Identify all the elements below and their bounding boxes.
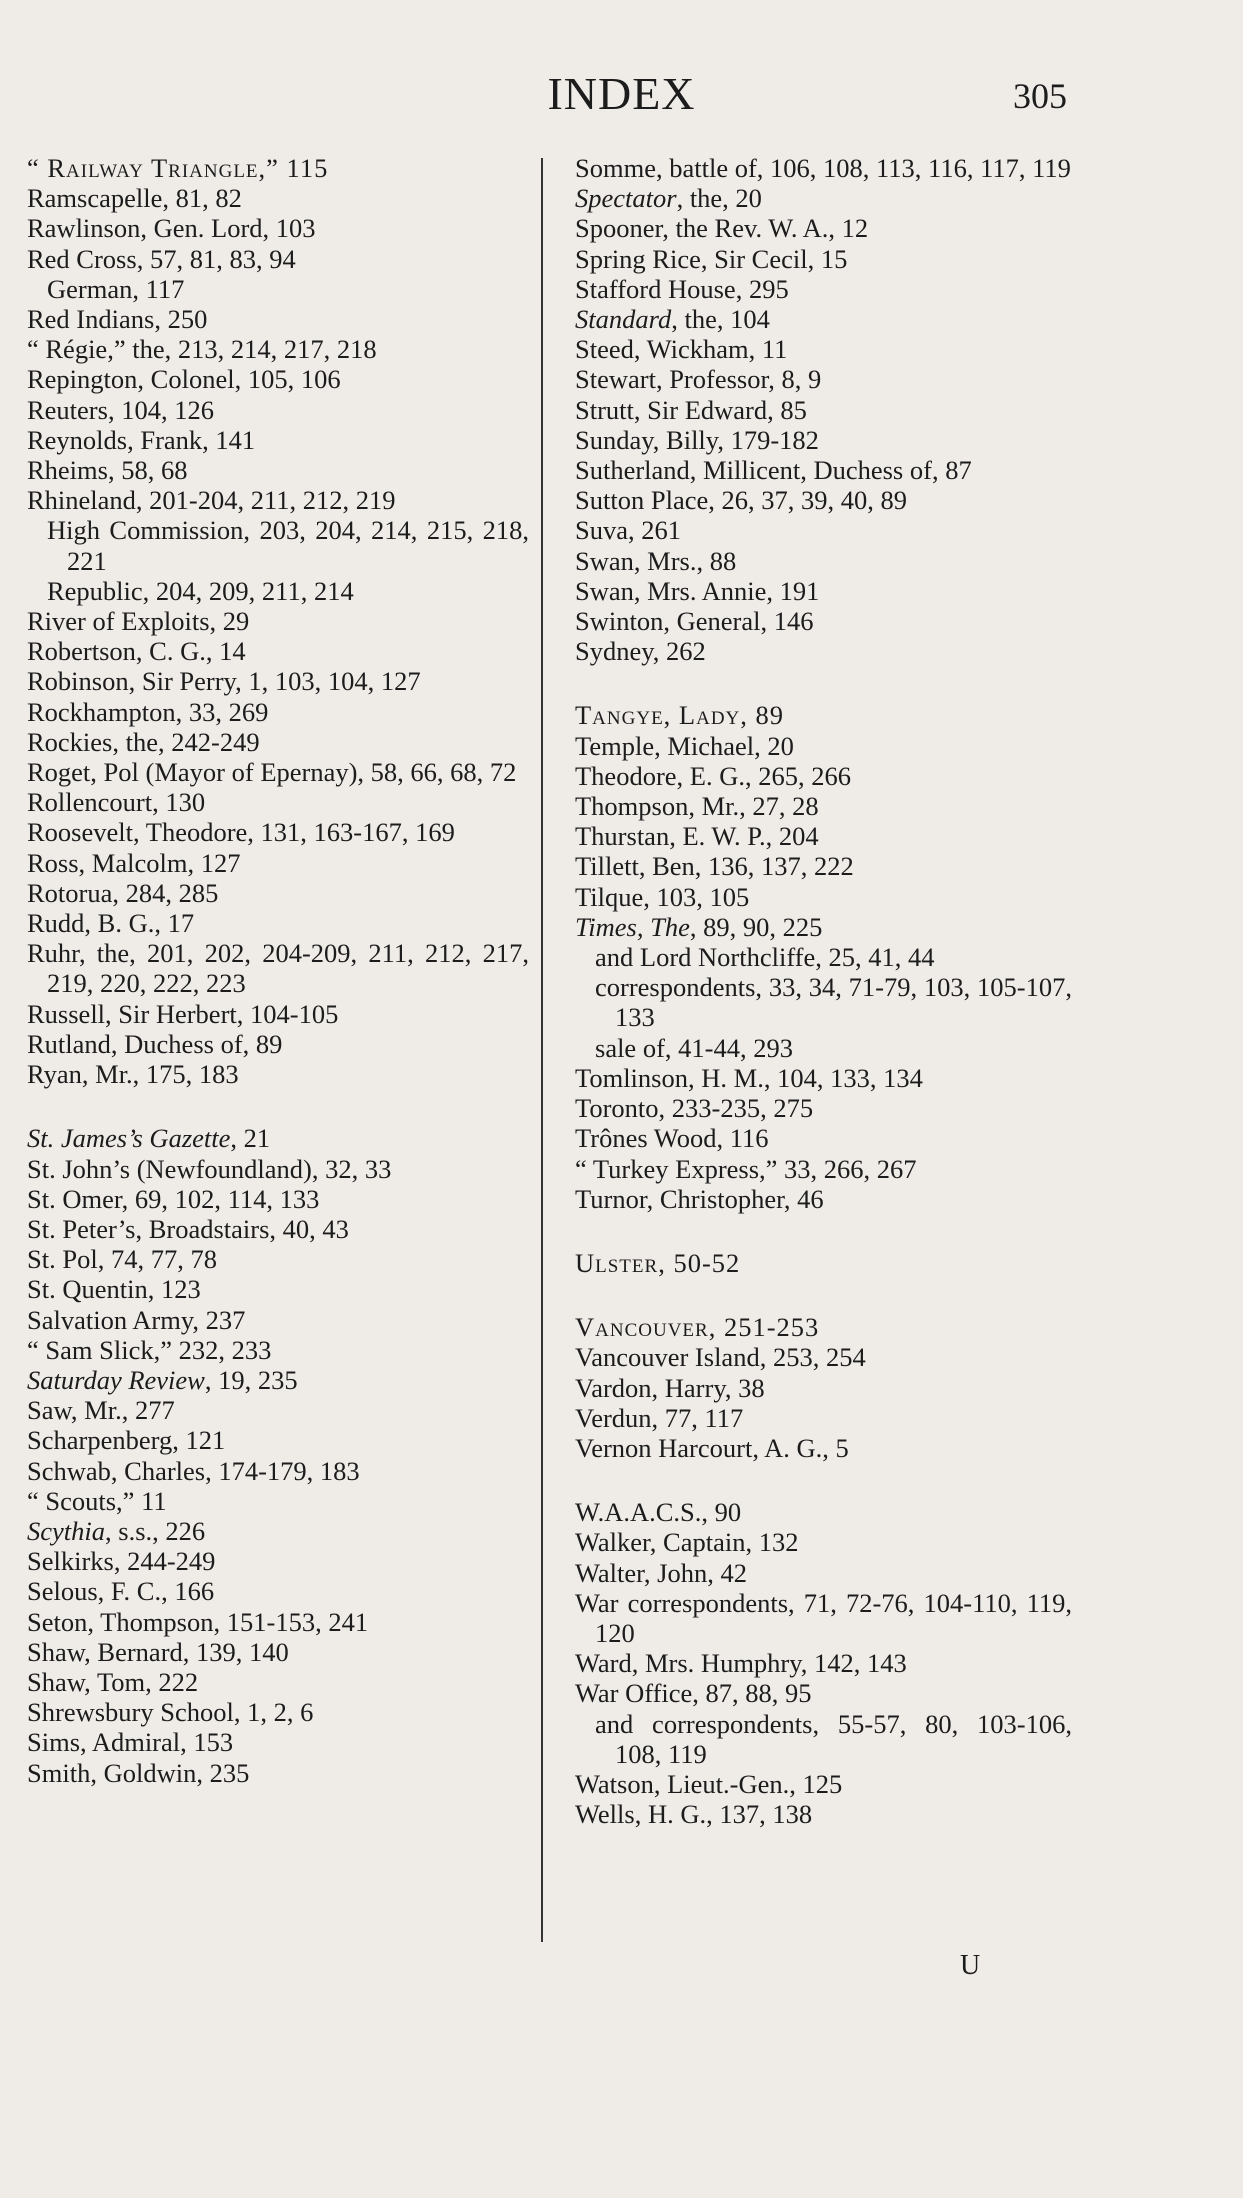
index-entry: “ Railway Triangle,” 115 [27,153,329,183]
index-entry: Swan, Mrs. Annie, 191 [575,575,820,606]
index-entry: Reynolds, Frank, 141 [27,424,256,455]
index-entry: “ Scouts,” 11 [27,1485,167,1516]
index-entry: Shrewsbury School, 1, 2, 6 [27,1697,314,1728]
index-entry: Tomlinson, H. M., 104, 133, 134 [575,1062,923,1093]
index-subentry: and correspondents, 55-57, 80, 103-106, 108, 119 [595,1708,1072,1769]
index-entry: Vancouver, 251-253 [575,1312,820,1343]
index-entry: Saw, Mr., 277 [27,1395,175,1426]
index-entry: Thurstan, E. W. P., 204 [575,821,819,852]
index-entry: War Office, 87, 88, 95 [575,1678,812,1709]
index-entry: Sydney, 262 [575,636,706,667]
index-entry: Roget, Pol (Mayor of Epernay), 58, 66, 68, 72 [27,757,517,788]
index-entry: “ Sam Slick,” 232, 233 [27,1334,272,1365]
index-entry: Tangye, Lady, 89 [575,700,785,731]
index-entry: Seton, Thompson, 151-153, 241 [27,1606,369,1637]
italic-title: Scythia [27,1515,105,1546]
index-subentry: Republic, 204, 209, 211, 214 [47,575,354,606]
index-entry: Rudd, B. G., 17 [27,908,195,939]
index-entry [575,304,1072,334]
index-entry: Temple, Michael, 20 [575,730,794,761]
index-entry: “ Régie,” the, 213, 214, 217, 218 [27,334,377,365]
index-entry: Vancouver Island, 253, 254 [575,1342,866,1373]
entry-remainder: , 19, 235 [204,1364,298,1395]
index-entry: Ryan, Mr., 175, 183 [27,1059,239,1090]
index-entry: Russell, Sir Herbert, 104-105 [27,998,339,1029]
index-entry: Reuters, 104, 126 [27,394,214,425]
section-gap [27,1089,529,1123]
index-entry: Shaw, Bernard, 139, 140 [27,1636,289,1667]
italic-title: St. James’s Gazette [27,1123,231,1154]
index-entry: Walker, Captain, 132 [575,1527,799,1558]
index-entry: Rheims, 58, 68 [27,455,188,486]
index-entry: Ross, Malcolm, 127 [27,847,241,878]
index-entry: Vardon, Harry, 38 [575,1372,765,1403]
index-entry: War correspondents, 71, 72-76, 104-110, 119, 120 [575,1587,1072,1648]
index-entry: Roosevelt, Theodore, 131, 163-167, 169 [27,817,455,848]
section-gap [575,666,1072,700]
index-entry: Red Indians, 250 [27,304,208,335]
index-entry: Swinton, General, 146 [575,606,814,637]
italic-title: Saturday Review [27,1364,205,1395]
entry-remainder: , 21 [230,1123,271,1154]
italic-title: Standard [575,304,672,335]
index-entry: Swan, Mrs., 88 [575,545,737,576]
index-entry: Stewart, Professor, 8, 9 [575,364,822,395]
italic-title: Spectator [575,183,677,214]
index-entry: Smith, Goldwin, 235 [27,1757,250,1788]
index-entry: Schwab, Charles, 174-179, 183 [27,1455,360,1486]
running-title: INDEX [547,68,696,119]
index-entry: Rollencourt, 130 [27,787,206,818]
index-entry: Strutt, Sir Edward, 85 [575,394,807,425]
index-entry: Ruhr, the, 201, 202, 204-209, 211, 212, 217, 219, 220, 222, 223 [27,938,529,999]
page-number: 305 [1013,76,1067,116]
index-entry: Shaw, Tom, 222 [27,1666,199,1697]
index-entry: River of Exploits, 29 [27,606,250,637]
index-entry: Suva, 261 [575,515,681,546]
index-entry: Sutton Place, 26, 37, 39, 40, 89 [575,485,907,516]
index-entry: St. John’s (Newfoundland), 32, 33 [27,1153,392,1184]
index-entry: Steed, Wickham, 11 [575,334,788,365]
index-entry: W.A.A.C.S., 90 [575,1497,742,1528]
index-entry: Watson, Lieut.-Gen., 125 [575,1768,843,1799]
index-entry: Vernon Harcourt, A. G., 5 [575,1432,849,1463]
index-entry: St. Quentin, 123 [27,1274,201,1305]
index-entry: Ramscapelle, 81, 82 [27,183,242,214]
index-entry: St. Peter’s, Broadstairs, 40, 43 [27,1213,349,1244]
index-entry: Rutland, Duchess of, 89 [27,1028,283,1059]
catchword: U [960,1950,981,1981]
index-entry [27,1365,529,1395]
index-entry [575,912,1072,942]
entry-remainder: , the, 20 [676,183,762,214]
index-entry [575,183,1072,213]
section-gap [575,1278,1072,1312]
index-entry: Sunday, Billy, 179-182 [575,424,819,455]
index-entry: Somme, battle of, 106, 108, 113, 116, 117, 119 [575,153,1071,183]
entry-remainder: , s.s., 226 [105,1515,206,1546]
index-entry: Ulster, 50-52 [575,1247,741,1278]
index-column-left [27,153,529,1788]
index-subentry: German, 117 [47,273,185,304]
index-subentry: High Commission, 203, 204, 214, 215, 218, 221 [47,515,529,576]
index-entry: Selous, F. C., 166 [27,1576,215,1607]
index-entry: Theodore, E. G., 265, 266 [575,760,851,791]
index-entry: Red Cross, 57, 81, 83, 94 [27,243,296,274]
index-entry: Wells, H. G., 137, 138 [575,1799,813,1830]
index-entry: Scharpenberg, 121 [27,1425,226,1456]
index-entry: Thompson, Mr., 27, 28 [575,791,819,822]
index-entry: St. Omer, 69, 102, 114, 133 [27,1183,320,1214]
index-entry: Turnor, Christopher, 46 [575,1183,824,1214]
index-entry: Toronto, 233-235, 275 [575,1093,814,1124]
index-entry: Trônes Wood, 116 [575,1123,769,1154]
index-entry: Rockhampton, 33, 269 [27,696,269,727]
index-entry: Rhineland, 201-204, 211, 212, 219 [27,485,396,516]
index-entry: Spooner, the Rev. W. A., 12 [575,213,869,244]
index-entry: Rawlinson, Gen. Lord, 103 [27,213,316,244]
column-divider [541,158,543,1942]
section-gap [575,1214,1072,1248]
index-subentry: correspondents, 33, 34, 71-79, 103, 105-107, 133 [595,972,1072,1033]
italic-title: Times, The [575,911,690,942]
section-gap [575,1463,1072,1497]
index-entry: Tilque, 103, 105 [575,881,750,912]
index-entry: “ Turkey Express,” 33, 266, 267 [575,1153,917,1184]
index-subentry: and Lord Northcliffe, 25, 41, 44 [595,942,935,973]
index-entry: Sutherland, Millicent, Duchess of, 87 [575,455,972,486]
index-entry: Stafford House, 295 [575,273,789,304]
index-entry: Sims, Admiral, 153 [27,1727,234,1758]
index-entry: Walter, John, 42 [575,1557,747,1588]
index-entry: Verdun, 77, 117 [575,1402,744,1433]
index-entry: Robinson, Sir Perry, 1, 103, 104, 127 [27,666,421,697]
index-entry: Spring Rice, Sir Cecil, 15 [575,243,848,274]
index-column-right [575,153,1072,1829]
index-subentry: sale of, 41-44, 293 [595,1032,793,1063]
index-entry: Rockies, the, 242-249 [27,726,260,757]
index-entry: Selkirks, 244-249 [27,1546,216,1577]
index-entry: Tillett, Ben, 136, 137, 222 [575,851,854,882]
index-entry: Ward, Mrs. Humphry, 142, 143 [575,1648,907,1679]
index-entry: Rotorua, 284, 285 [27,877,219,908]
index-entry [27,1123,529,1153]
index-entry: Repington, Colonel, 105, 106 [27,364,341,395]
index-entry: Salvation Army, 237 [27,1304,246,1335]
index-entry: St. Pol, 74, 77, 78 [27,1244,217,1275]
index-entry: Robertson, C. G., 14 [27,636,246,667]
index-entry [27,1516,529,1546]
entry-remainder: , 89, 90, 225 [689,911,823,942]
entry-remainder: , the, 104 [671,304,770,335]
